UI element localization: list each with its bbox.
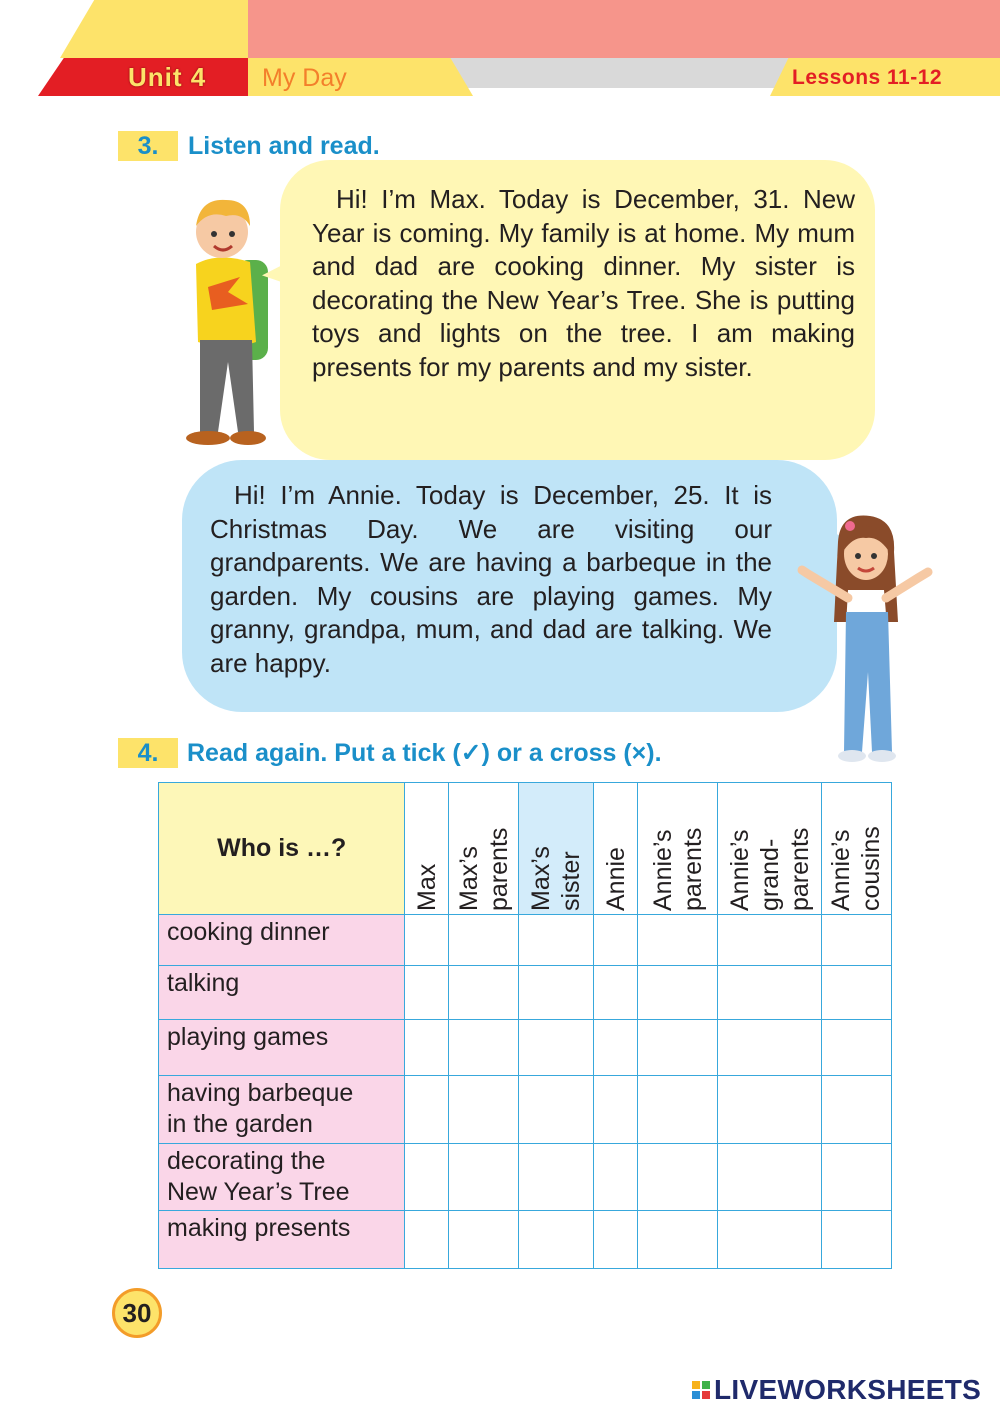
answer-cell[interactable] [519,915,594,966]
annie-speech-text: Hi! I’m Annie. Today is December, 25. It is Christmas Day. We are visiting our grandparents. We are having a barbeque in the garden. My cousins are playing games. My granny, grandpa, mum, and dad are talking. We are happy. [210,480,772,678]
answer-cell[interactable] [718,1076,822,1144]
answer-cell[interactable] [449,1076,519,1144]
brand-name: LIVEWORKSHEETS [714,1374,982,1405]
liveworksheets-logo [692,1375,981,1405]
table-row [159,1211,892,1269]
column-header-annie: Annie [594,783,638,915]
answer-cell[interactable] [594,1144,638,1211]
answer-cell[interactable] [638,1211,718,1269]
answer-cell[interactable] [821,966,891,1020]
answer-cell[interactable] [821,1144,891,1211]
answer-cell[interactable] [594,1076,638,1144]
answer-cell[interactable] [519,1144,594,1211]
answer-cell[interactable] [821,915,891,966]
answer-cell[interactable] [594,1211,638,1269]
task-3-number: 3. [118,131,178,161]
max-boy-illustration [178,192,283,450]
lessons-label: Lessons 11-12 [792,66,943,89]
answer-cell[interactable] [449,915,519,966]
answer-cell[interactable] [519,966,594,1020]
answer-cell[interactable] [638,1144,718,1211]
header-grey-band [440,58,800,88]
row-label: having barbeque in the garden [159,1076,405,1144]
answer-cell[interactable] [638,915,718,966]
max-speech-text: Hi! I’m Max. Today is December, 31. New Year is coming. My family is at home. My mum and dad are cooking dinner. My sister is decorating the New Year’s Tree. She is putting toys and lights on the tree. I am making presents for my parents and my sister. [312,184,855,382]
answer-cell[interactable] [718,1144,822,1211]
answer-cell[interactable] [449,1144,519,1211]
answer-cell[interactable] [405,1076,449,1144]
page-number: 30 [112,1288,162,1338]
column-header-maxs-parents: Max’s parents [449,783,519,915]
answer-cell[interactable] [594,966,638,1020]
answer-cell[interactable] [405,966,449,1020]
tick-cross-table [158,782,892,1269]
table-row [159,966,892,1020]
table-row [159,1020,892,1076]
table-row [159,915,892,966]
answer-cell[interactable] [449,966,519,1020]
table-row [159,1144,892,1211]
row-label: playing games [159,1020,405,1076]
answer-cell[interactable] [405,1211,449,1269]
answer-cell[interactable] [821,1211,891,1269]
table-row [159,1076,892,1144]
row-label: making presents [159,1211,405,1269]
column-header-annies-cousins: Annie’s cousins [821,783,891,915]
answer-cell[interactable] [718,915,822,966]
header-salmon-band [248,0,1000,58]
column-header-max: Max [405,783,449,915]
answer-cell[interactable] [449,1020,519,1076]
answer-cell[interactable] [638,966,718,1020]
column-header-annies-parents: Annie’s parents [638,783,718,915]
answer-cell[interactable] [519,1211,594,1269]
annie-girl-illustration [788,512,938,767]
task-4-number: 4. [118,738,178,768]
answer-cell[interactable] [519,1020,594,1076]
row-label: cooking dinner [159,915,405,966]
answer-cell[interactable] [821,1076,891,1144]
task-3-title: Listen and read. [188,132,380,160]
unit-label: Unit 4 [128,62,207,92]
answer-cell[interactable] [405,1144,449,1211]
column-header-maxs-sister: Max’s sister [519,783,594,915]
liveworksheets-icon [692,1381,710,1399]
column-header-annies-grandparents: Annie’s grand- parents [718,783,822,915]
task-4-title: Read again. Put a tick (✓) or a cross (×). [187,739,662,767]
answer-cell[interactable] [594,1020,638,1076]
header-yellow-tab [60,0,250,58]
row-label: decorating the New Year’s Tree [159,1144,405,1211]
unit-title: My Day [262,64,347,92]
answer-cell[interactable] [638,1076,718,1144]
answer-cell[interactable] [718,1211,822,1269]
answer-cell[interactable] [718,966,822,1020]
answer-cell[interactable] [821,1020,891,1076]
answer-cell[interactable] [594,915,638,966]
answer-cell[interactable] [449,1211,519,1269]
row-label: talking [159,966,405,1020]
answer-cell[interactable] [718,1020,822,1076]
answer-cell[interactable] [638,1020,718,1076]
answer-cell[interactable] [405,1020,449,1076]
table-corner-header: Who is …? [159,783,405,915]
answer-cell[interactable] [405,915,449,966]
answer-cell[interactable] [519,1076,594,1144]
